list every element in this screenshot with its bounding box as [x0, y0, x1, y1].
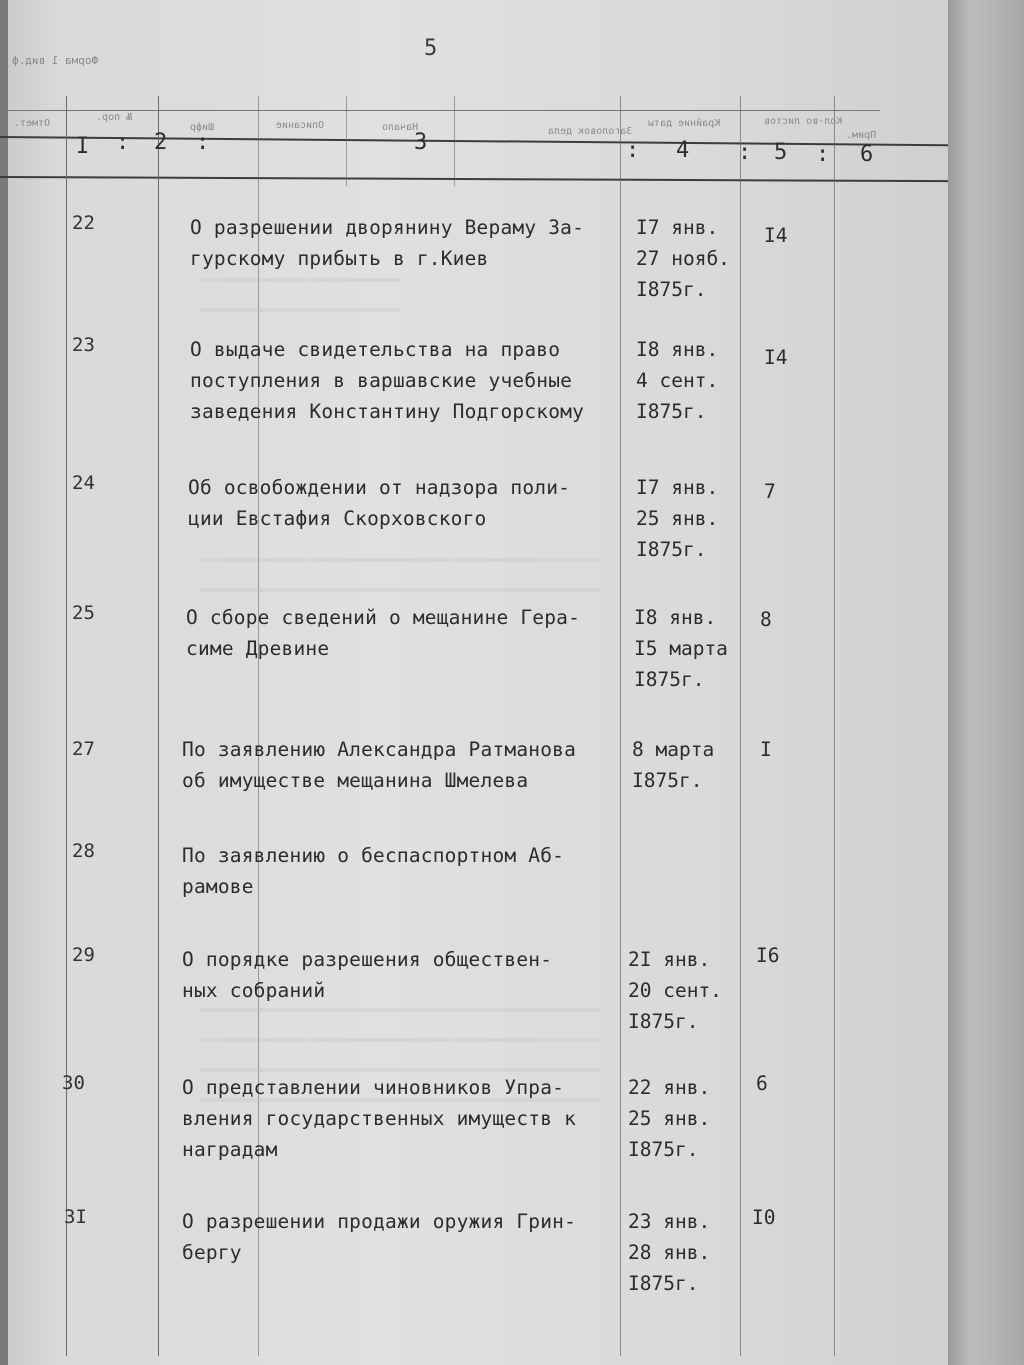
entry-date-end: 20 сент. [628, 979, 722, 1002]
entry-dates [632, 734, 742, 796]
entry-date-year: I875г. [628, 1272, 699, 1295]
column-number-4: 4 [676, 138, 690, 163]
entry-number: 27 [72, 738, 95, 760]
form-label: Форма 1 вид.ф [12, 54, 99, 67]
page-edge-shadow [948, 0, 1024, 1365]
entry-dates [628, 1206, 738, 1299]
entry-title: О представлении чиновников Упра- вления государственных имуществ к наградам [182, 1076, 577, 1161]
entry-date-year: I875г. [632, 769, 703, 792]
entry-sheet-count: I0 [752, 1206, 776, 1229]
entry-dates [628, 1072, 738, 1165]
column-number-2: 2 [154, 130, 168, 155]
column-separator: : [196, 130, 210, 155]
header-bottom-rule [0, 176, 948, 182]
column-separator: : [116, 130, 130, 155]
header-label: Описание [276, 120, 325, 131]
entry-title: О порядке разрешения обществен- ных собраний [182, 948, 553, 1002]
show-through-shading [200, 540, 600, 600]
binding-edge [0, 0, 8, 1365]
entry-dates [634, 602, 744, 695]
entry-date-year: I875г. [628, 1010, 699, 1033]
entry-number: 29 [72, 944, 95, 966]
entry-sheet-count: 6 [756, 1072, 768, 1095]
entry-sheet-count: I4 [764, 224, 788, 247]
header-label: Шифр [190, 122, 215, 133]
entry-title: О сборе сведений о мещанине Гера- симе Древине [186, 606, 581, 660]
entry-sheet-count: I4 [764, 346, 788, 369]
entry-date-end: 8 марта [632, 738, 715, 761]
page-number: 5 [424, 36, 438, 61]
entry-date-year: I875г. [636, 400, 707, 423]
entry-date-start: 23 янв. [628, 1210, 711, 1233]
column-line [454, 96, 455, 186]
column-number-1: I [76, 134, 90, 159]
header-label: Отмет. [14, 118, 51, 129]
column-line [346, 96, 347, 186]
column-number-6: 6 [860, 142, 874, 167]
column-separator: : [738, 140, 752, 165]
entry-title: О разрешении продажи оружия Грин- бергу [182, 1210, 577, 1264]
entry-number: 3I [64, 1206, 87, 1228]
entry-date-end: 28 янв. [628, 1241, 711, 1264]
entry-dates [636, 212, 746, 305]
header-label: Кол-во листов [764, 116, 843, 127]
entry-title: О выдаче свидетельства на право поступления в варшавские учебные заведения Константину Подгорскому [190, 338, 585, 423]
entry-date-start: 2I янв. [628, 948, 711, 971]
header-label: № пор. [96, 112, 133, 123]
entry-date-start: I7 янв. [636, 216, 719, 239]
entry-date-end: 25 янв. [628, 1107, 711, 1130]
entry-dates [636, 334, 746, 427]
entry-sheet-count: I [760, 738, 772, 761]
column-line [66, 96, 67, 1356]
header-label: Крайние даты [648, 118, 721, 129]
entry-date-start: I8 янв. [634, 606, 717, 629]
entry-date-start: I7 янв. [636, 476, 719, 499]
header-label: Начало [382, 122, 419, 133]
entry-date-end: 27 нояб. [636, 247, 730, 270]
entry-number: 22 [72, 212, 95, 234]
entry-date-end: 4 сент. [636, 369, 719, 392]
entry-date-end: I5 марта [634, 637, 728, 660]
header-mid-rule [0, 136, 948, 146]
entry-dates [628, 944, 738, 1037]
header-top-rule [0, 110, 880, 111]
entry-number: 28 [72, 840, 95, 862]
entry-sheet-count: I6 [756, 944, 780, 967]
entry-date-year: I875г. [636, 278, 707, 301]
column-line [158, 96, 159, 1356]
header-label: Заголовок дела [548, 126, 633, 137]
column-separator: : [816, 142, 830, 167]
entry-title: По заявлению о беспаспортном Аб- рамове [182, 844, 565, 898]
column-separator: : [626, 138, 640, 163]
entry-date-year: I875г. [634, 668, 705, 691]
entry-title: Об освобождении от надзора поли- ции Евстафия Скорховского [188, 476, 571, 530]
column-line [834, 96, 835, 1356]
entry-number: 30 [62, 1072, 85, 1094]
entry-date-start: 22 янв. [628, 1076, 711, 1099]
entry-number: 24 [72, 472, 95, 494]
entry-number: 25 [72, 602, 95, 624]
column-line [620, 96, 621, 1356]
entry-dates [636, 472, 746, 565]
entry-sheet-count: 7 [764, 480, 776, 503]
header-label: Прим. [846, 130, 877, 141]
entry-date-end: 25 янв. [636, 507, 719, 530]
column-number-5: 5 [774, 140, 788, 165]
entry-date-start: I8 янв. [636, 338, 719, 361]
entry-sheet-count: 8 [760, 608, 772, 631]
entry-title: О разрешении дворянину Вераму За- гурскому прибыть в г.Киев [190, 216, 585, 270]
entry-number: 23 [72, 334, 95, 356]
entry-title: По заявлению Александра Ратманова об имуществе мещанина Шмелева [182, 738, 577, 792]
entry-date-year: I875г. [636, 538, 707, 561]
column-number-3: 3 [414, 130, 428, 155]
entry-date-year: I875г. [628, 1138, 699, 1161]
